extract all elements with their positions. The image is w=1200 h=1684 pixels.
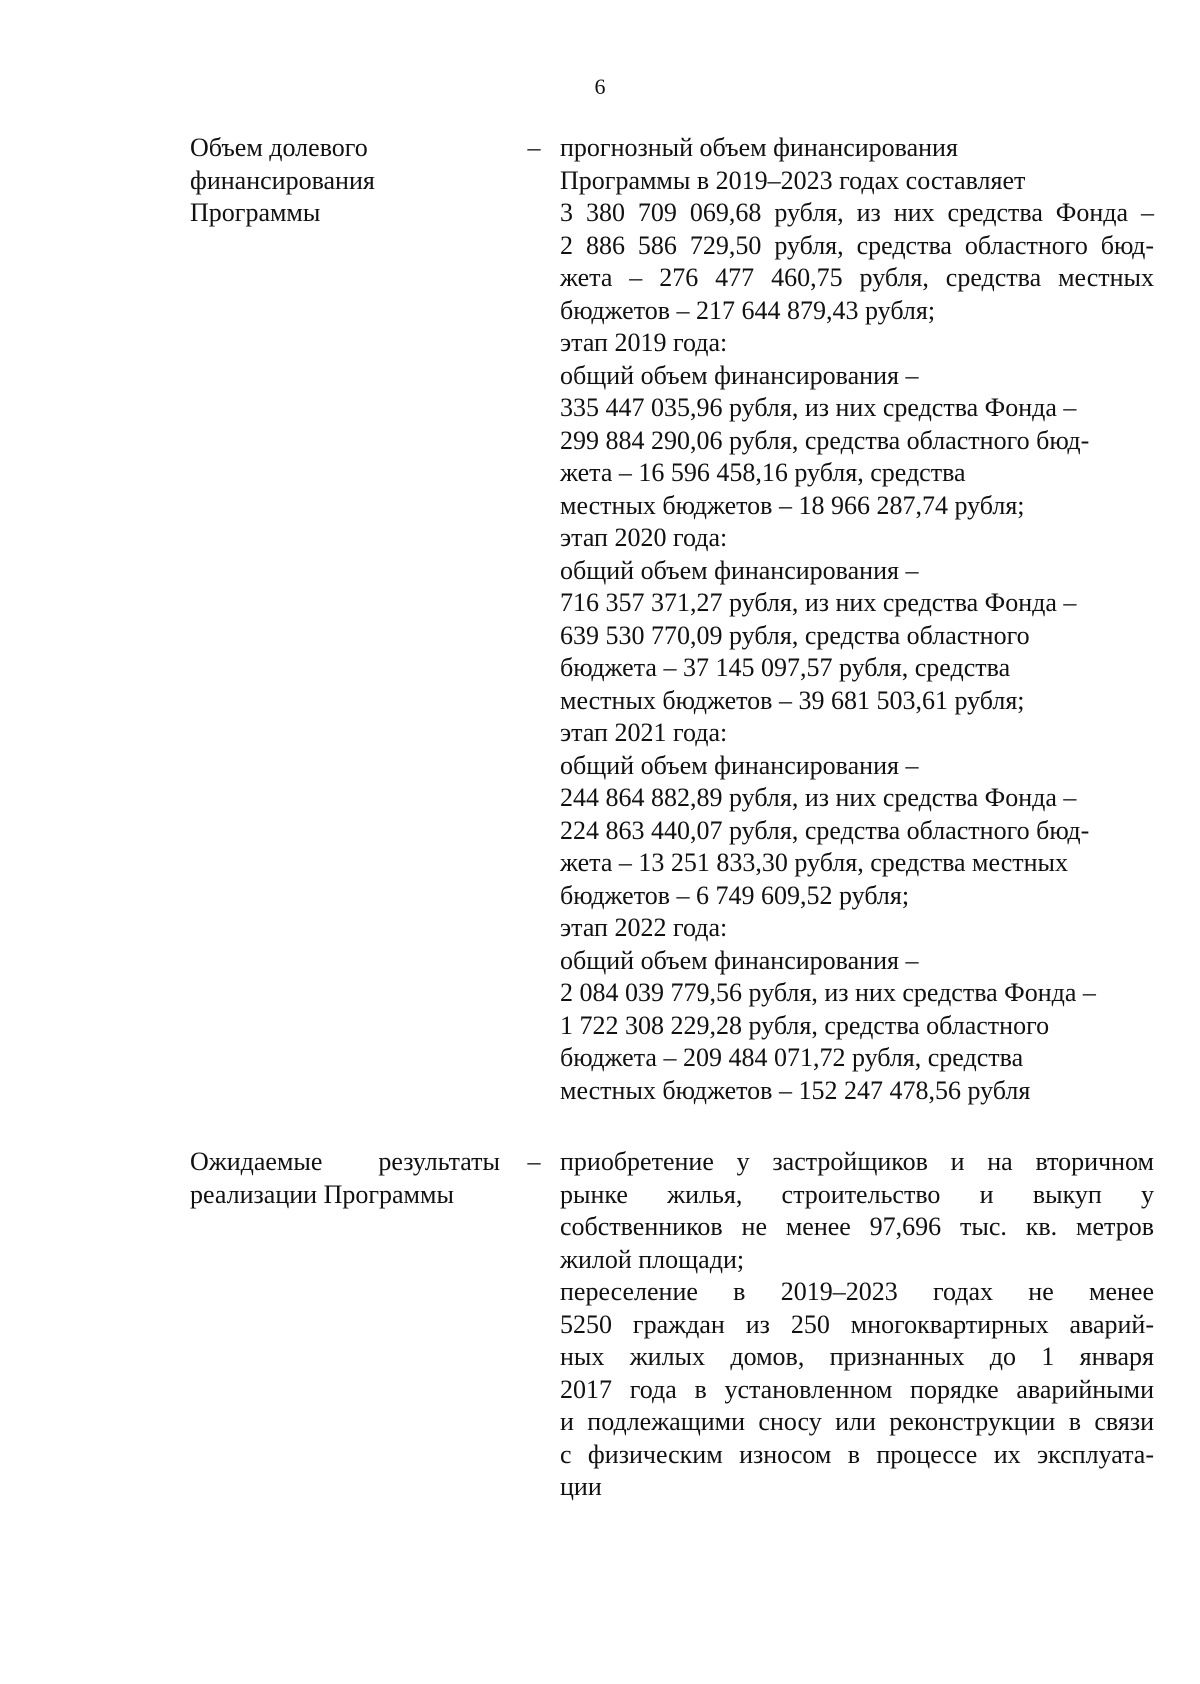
text-line: 335 447 035,96 рубля, из них средства Фонда –: [560, 393, 1077, 422]
text-line: бюджета – 209 484 071,72 рубля, средства: [560, 1043, 1024, 1072]
text-line: местных бюджетов – 18 966 287,74 рубля;: [560, 490, 1025, 520]
label-line: Ожидаемые результаты: [190, 1147, 500, 1176]
text-line: приобретение у застройщиков и на вторичном: [560, 1147, 1154, 1176]
text-line: 2017 года в установленном порядке аварийными: [560, 1374, 1154, 1404]
text-line: 5250 граждан из 250 многоквартирных аварий-: [560, 1309, 1154, 1339]
text-line: Программы в 2019–2023 годах составляет: [560, 165, 1026, 195]
text-line: бюджетов – 6 749 609,52 рубля;: [560, 880, 910, 910]
expected-results-label: [190, 1146, 500, 1211]
text-line: 1 722 308 229,28 рубля, средства областного: [560, 1010, 1050, 1040]
text-line: местных бюджетов – 152 247 478,56 рубля: [560, 1075, 1031, 1105]
label-line: финансирования: [190, 165, 375, 195]
text-line: бюджета – 37 145 097,57 рубля, средства: [560, 653, 1011, 682]
text-line: жилой площади;: [560, 1244, 745, 1274]
text-line: 244 864 882,89 рубля, из них средства Фонда –: [560, 783, 1077, 812]
text-line: жета – 16 596 458,16 рубля, средства: [560, 458, 966, 487]
text-line: 2 084 039 779,56 рубля, из них средства Фонда –: [560, 978, 1096, 1007]
text-line: прогнозный объем финансирования: [560, 133, 958, 162]
text-line: общий объем финансирования –: [560, 750, 919, 780]
financing-volume-dash: –: [527, 133, 541, 162]
financing-volume-text: [560, 132, 1154, 1107]
text-line: переселение в 2019–2023 годах не менее: [560, 1277, 1154, 1306]
label-line: Программы: [190, 198, 321, 227]
text-line: ных жилых домов, признанных до 1 января: [560, 1342, 1154, 1371]
text-line: собственников не менее 97,696 тыс. кв. метров: [560, 1212, 1154, 1241]
text-line: ции: [560, 1472, 602, 1501]
text-line: общий объем финансирования –: [560, 555, 919, 585]
text-line: жета – 276 477 460,75 рубля, средства местных: [560, 263, 1154, 292]
text-line: 224 863 440,07 рубля, средства областного бюд-: [560, 815, 1090, 845]
text-line: жета – 13 251 833,30 рубля, средства местных: [560, 848, 1068, 877]
text-line: 716 357 371,27 рубля, из них средства Фонда –: [560, 588, 1077, 617]
text-line: общий объем финансирования –: [560, 945, 919, 975]
text-line: этап 2021 года:: [560, 718, 728, 747]
text-line: этап 2022 года:: [560, 913, 728, 942]
financing-volume-label: [190, 132, 500, 230]
text-line: местных бюджетов – 39 681 503,61 рубля;: [560, 685, 1025, 715]
text-line: бюджетов – 217 644 879,43 рубля;: [560, 295, 936, 325]
text-line: 639 530 770,09 рубля, средства областного: [560, 620, 1030, 650]
page-number: 6: [594, 74, 606, 99]
text-line: рынке жилья, строительство и выкуп у: [560, 1179, 1154, 1209]
text-line: этап 2019 года:: [560, 328, 728, 357]
text-line: общий объем финансирования –: [560, 360, 919, 390]
expected-results-text: [560, 1146, 1154, 1504]
text-line: и подлежащими сносу или реконструкции в связи: [560, 1407, 1154, 1436]
text-line: 3 380 709 069,68 рубля, из них средства Фонда –: [560, 198, 1154, 227]
text-line: этап 2020 года:: [560, 523, 728, 552]
expected-results-dash: –: [527, 1147, 541, 1176]
text-line: 2 886 586 729,50 рубля, средства областного бюд-: [560, 230, 1154, 260]
label-line: реализации Программы: [190, 1179, 454, 1209]
label-line: Объем долевого: [190, 133, 368, 162]
text-line: с физическим износом в процессе их эксплуата-: [560, 1439, 1154, 1469]
text-line: 299 884 290,06 рубля, средства областного бюд-: [560, 425, 1090, 455]
